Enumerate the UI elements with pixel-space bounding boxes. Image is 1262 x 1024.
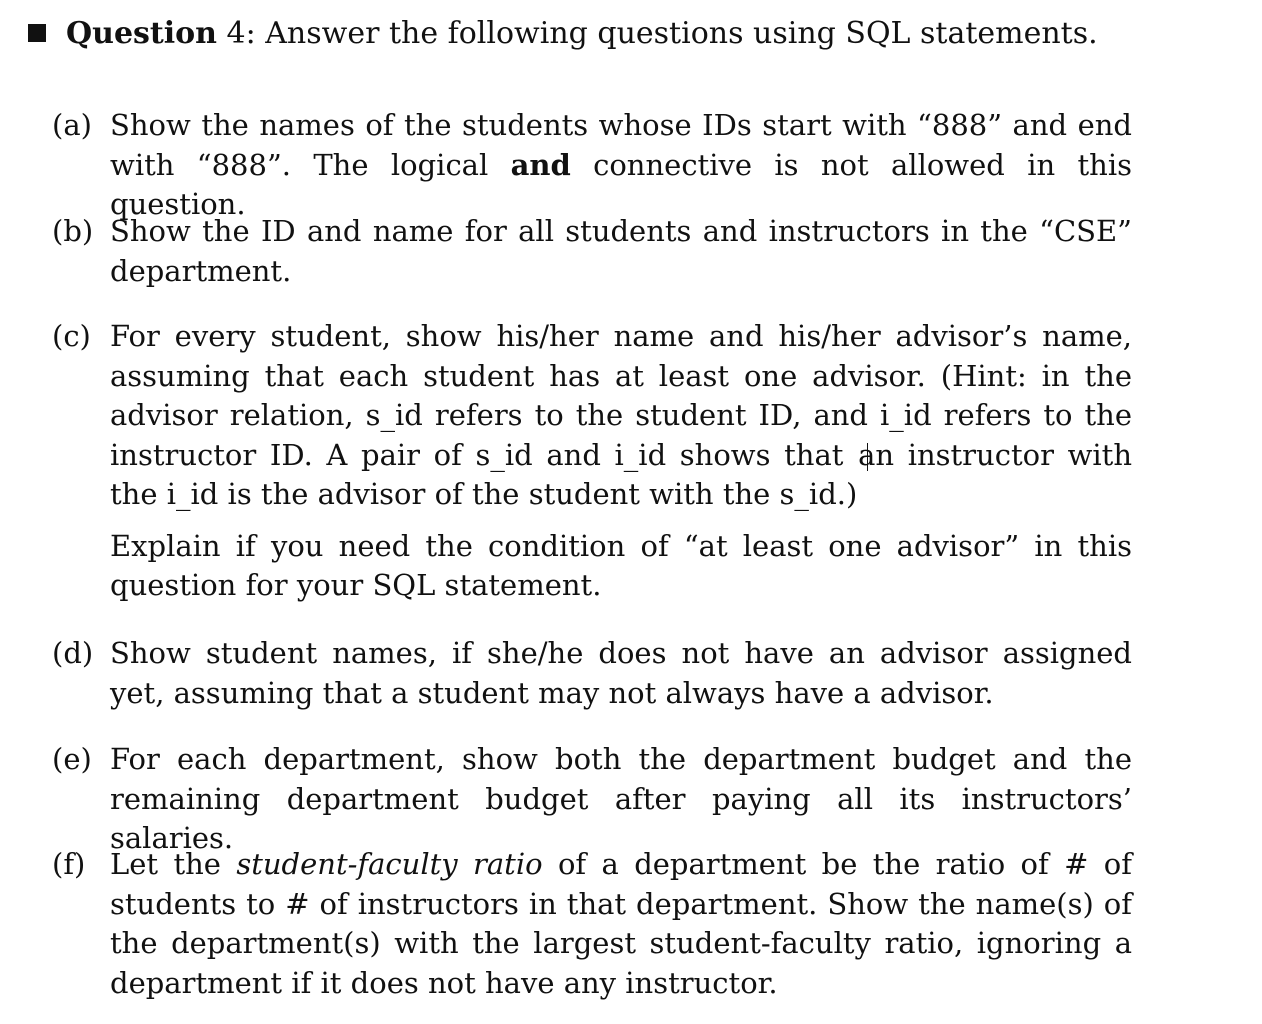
item-italic-text: student-faculty ratio: [236, 847, 543, 881]
item-text: an instructor with the i_id is the advisor of the student with the s_id.): [110, 437, 1133, 511]
item-label: (b): [52, 214, 94, 248]
filled-square-bullet-icon: [28, 24, 46, 42]
item-body: [110, 317, 1132, 606]
question-item-e: [52, 740, 1132, 859]
item-body: [110, 106, 1132, 225]
item-text: Show the names of the students whose IDs start with “888” and end with “888”. The logical: [110, 108, 1132, 182]
item-body: [110, 212, 1132, 291]
item-body: [110, 845, 1132, 1003]
item-followup-text: Explain if you need the condition of “at least one advisor” in this question for your SQL statement.: [110, 528, 1132, 602]
item-text: Show student names, if she/he does not have an advisor assigned yet, assuming that a student may not always have a advisor.: [110, 636, 1132, 710]
item-label: (a): [52, 108, 92, 142]
item-text: of a department be the ratio of # of students to # of instructors in that department. Show the name(s) of the department(s) with the largest student-faculty ratio, ignoring a department if it does not have any instructor.: [110, 847, 1132, 1000]
item-text: connective is not allowed in this question.: [110, 147, 1132, 221]
item-label: (d): [52, 636, 94, 670]
item-label: (f): [52, 847, 86, 881]
item-bold-text: and: [510, 147, 571, 182]
question-instruction: 4: Answer the following questions using SQL statements.: [217, 16, 1098, 51]
question-item-a: [52, 106, 1132, 225]
question-item-c: [52, 317, 1132, 606]
item-label: (e): [52, 742, 92, 776]
item-text: Show the ID and name for all students and instructors in the “CSE” department.: [110, 214, 1132, 288]
question-item-d: [52, 634, 1132, 713]
item-text: For each department, show both the department budget and the remaining department budget after paying all its instructors’ salaries.: [110, 742, 1132, 855]
item-text: Let the: [110, 847, 237, 881]
item-text: For every student, show his/her name and his/her advisor’s name, assuming that each student has at least one advisor. (Hint: in the advisor relation, s_id refers to the student ID, and i_id refers to the instructor ID. A pair of s_id and i_id shows that: [110, 319, 1132, 472]
item-body: [110, 634, 1132, 713]
item-body: [110, 740, 1132, 859]
question-header: [28, 14, 1228, 54]
question-item-b: [52, 212, 1132, 291]
item-label: (c): [52, 319, 91, 353]
question-label: Question: [66, 16, 217, 51]
question-item-f: [52, 845, 1132, 1003]
